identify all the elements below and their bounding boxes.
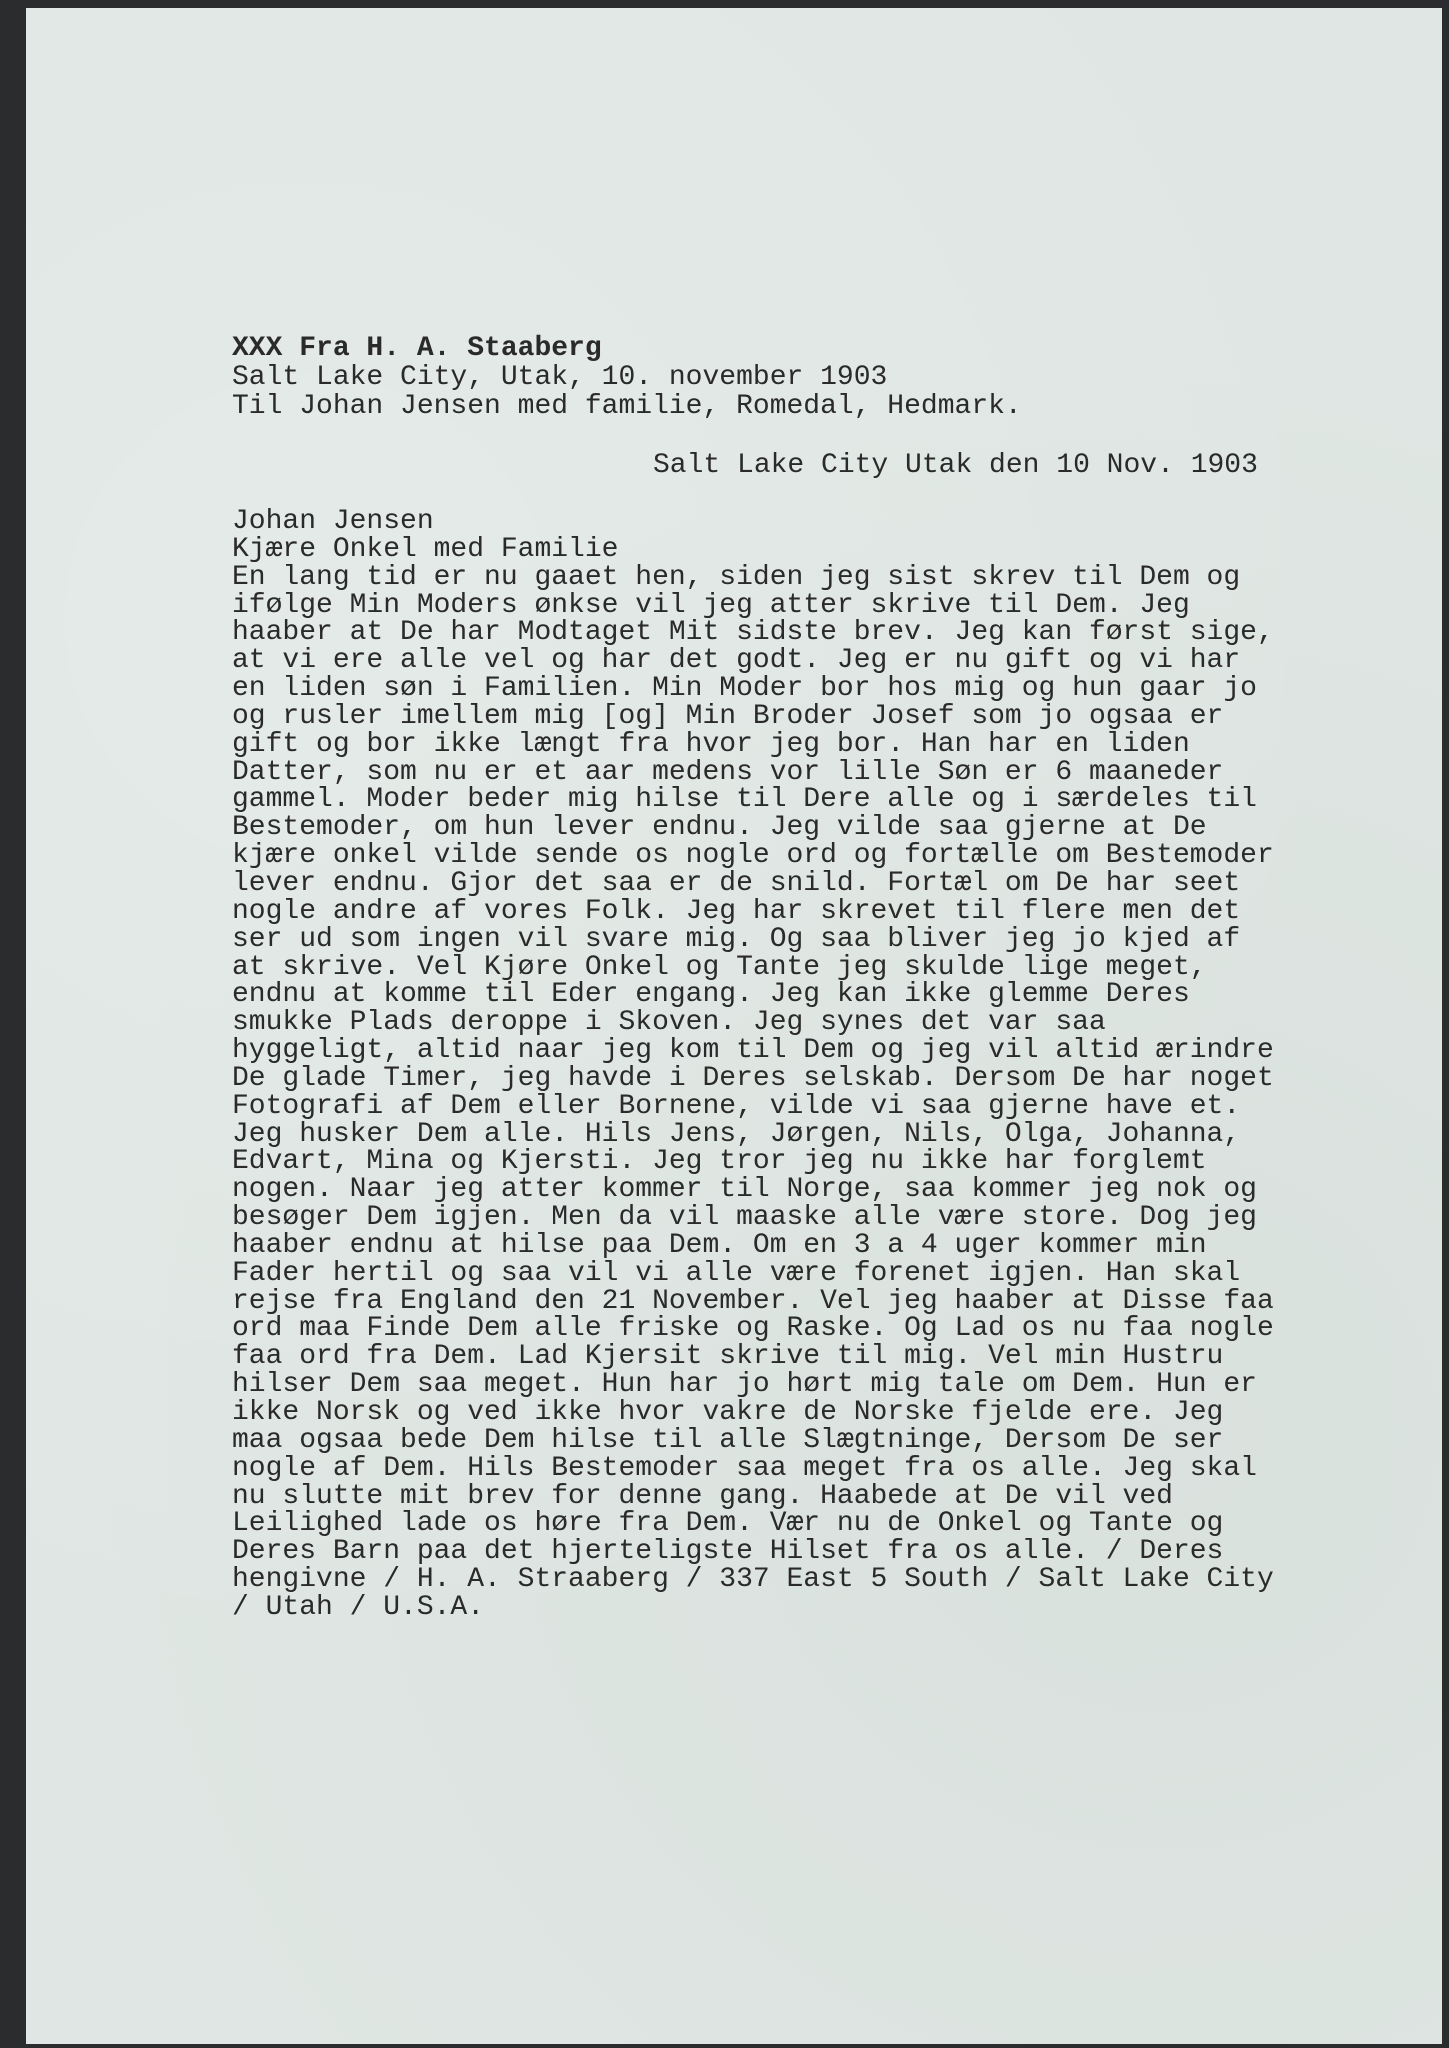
letter-line: at skrive. Vel Kjøre Onkel og Tante jeg skulde lige meget, [232, 951, 1207, 983]
letter-line: Leilighed lade os høre fra Dem. Vær nu de Onkel og Tante og [232, 1508, 1224, 1540]
letter-page [26, 8, 1442, 2044]
letter-line: lever endnu. Gjor det saa er de snild. Fortæl om De har seet [232, 867, 1241, 899]
letter-line: nogen. Naar jeg atter kommer til Norge, saa kommer jeg nok og [232, 1174, 1257, 1206]
letter-line: De glade Timer, jeg havde i Deres selskab. Dersom De har noget [232, 1062, 1274, 1094]
letter-line: haaber endnu at hilse paa Dem. Om en 3 a 4 uger kommer min [232, 1229, 1207, 1261]
letter-line: at vi ere alle vel og har det godt. Jeg er nu gift og vi har [232, 645, 1241, 677]
letter-line: gammel. Moder beder mig hilse til Dere alle og i særdeles til [232, 784, 1257, 816]
letter-dateline: Salt Lake City Utak den 10 Nov. 1903 [653, 450, 1258, 481]
letter-line: nogle andre af vores Folk. Jeg har skrevet til flere men det [232, 895, 1241, 927]
letter-line: en liden søn i Familien. Min Moder bor hos mig og hun gaar jo [232, 673, 1257, 705]
letter-line: Fotografi af Dem eller Bornene, vilde vi saa gjerne have et. [232, 1090, 1241, 1122]
letter-line: Fader hertil og saa vil vi alle være forenet igjen. Han skal [232, 1257, 1241, 1289]
letter-line: nu slutte mit brev for denne gang. Haabede at De vil ved [232, 1480, 1173, 1512]
letter-line: Datter, som nu er et aar medens vor lille Søn er 6 maaneder [232, 756, 1224, 788]
letter-line: ifølge Min Moders ønkse vil jeg atter skrive til Dem. Jeg [232, 589, 1190, 621]
header-recipient: Til Johan Jensen med familie, Romedal, Hedmark. [232, 391, 1022, 422]
header-place-date: Salt Lake City, Utak, 10. november 1903 [232, 362, 888, 393]
letter-line: nogle af Dem. Hils Bestemoder saa meget fra os alle. Jeg skal [232, 1452, 1257, 1484]
letter-line: Jeg husker Dem alle. Hils Jens, Jørgen, Nils, Olga, Johanna, [232, 1118, 1241, 1150]
letter-line: rejse fra England den 21 November. Vel jeg haaber at Disse faa [232, 1285, 1274, 1317]
letter-line: Bestemoder, om hun lever endnu. Jeg vilde saa gjerne at De [232, 812, 1207, 844]
letter-line: hyggeligt, altid naar jeg kom til Dem og jeg vil altid ærindre [232, 1035, 1274, 1067]
letter-line: maa ogsaa bede Dem hilse til alle Slægtninge, Dersom De ser [232, 1424, 1224, 1456]
letter-line: Edvart, Mina og Kjersti. Jeg tror jeg nu ikke har forglemt [232, 1146, 1207, 1178]
document-title: XXX Fra H. A. Staaberg [232, 333, 602, 364]
document-header [232, 334, 1022, 421]
letter-line: hengivne / H. A. Straaberg / 337 East 5 South / Salt Lake City [232, 1564, 1274, 1596]
letter-line: ord maa Finde Dem alle friske og Raske. Og Lad os nu faa nogle [232, 1313, 1274, 1345]
letter-line: ikke Norsk og ved ikke hvor vakre de Norske fjelde ere. Jeg [232, 1397, 1224, 1428]
letter-line: ser ud som ingen vil svare mig. Og saa bliver jeg jo kjed af [232, 923, 1241, 955]
letter-line: hilser Dem saa meget. Hun har jo hørt mig tale om Dem. Hun er [232, 1369, 1257, 1401]
letter-line: haaber at De har Modtaget Mit sidste brev. Jeg kan først sige, [232, 617, 1274, 649]
letter-line: gift og bor ikke længt fra hvor jeg bor. Han har en liden [232, 728, 1190, 760]
letter-line: Johan Jensen [232, 506, 434, 537]
letter-line: faa ord fra Dem. Lad Kjersit skrive til mig. Vel min Hustru [232, 1341, 1224, 1373]
letter-line: besøger Dem igjen. Men da vil maaske alle være store. Dog jeg [232, 1202, 1257, 1234]
letter-line: Kjære Onkel med Familie [232, 533, 619, 565]
letter-line: kjære onkel vilde sende os nogle ord og fortælle om Bestemoder [232, 840, 1274, 872]
letter-line: smukke Plads deroppe i Skoven. Jeg synes det var saa [232, 1007, 1106, 1039]
letter-line: En lang tid er nu gaaet hen, siden jeg sist skrev til Dem og [232, 561, 1241, 593]
letter-body [232, 508, 1274, 1622]
letter-line: / Utah / U.S.A. [232, 1591, 485, 1623]
letter-line: og rusler imellem mig [og] Min Broder Josef som jo ogsaa er [232, 700, 1224, 732]
letter-line: endnu at komme til Eder engang. Jeg kan ikke glemme Deres [232, 979, 1190, 1011]
letter-line: Deres Barn paa det hjerteligste Hilset fra os alle. / Deres [232, 1536, 1224, 1568]
